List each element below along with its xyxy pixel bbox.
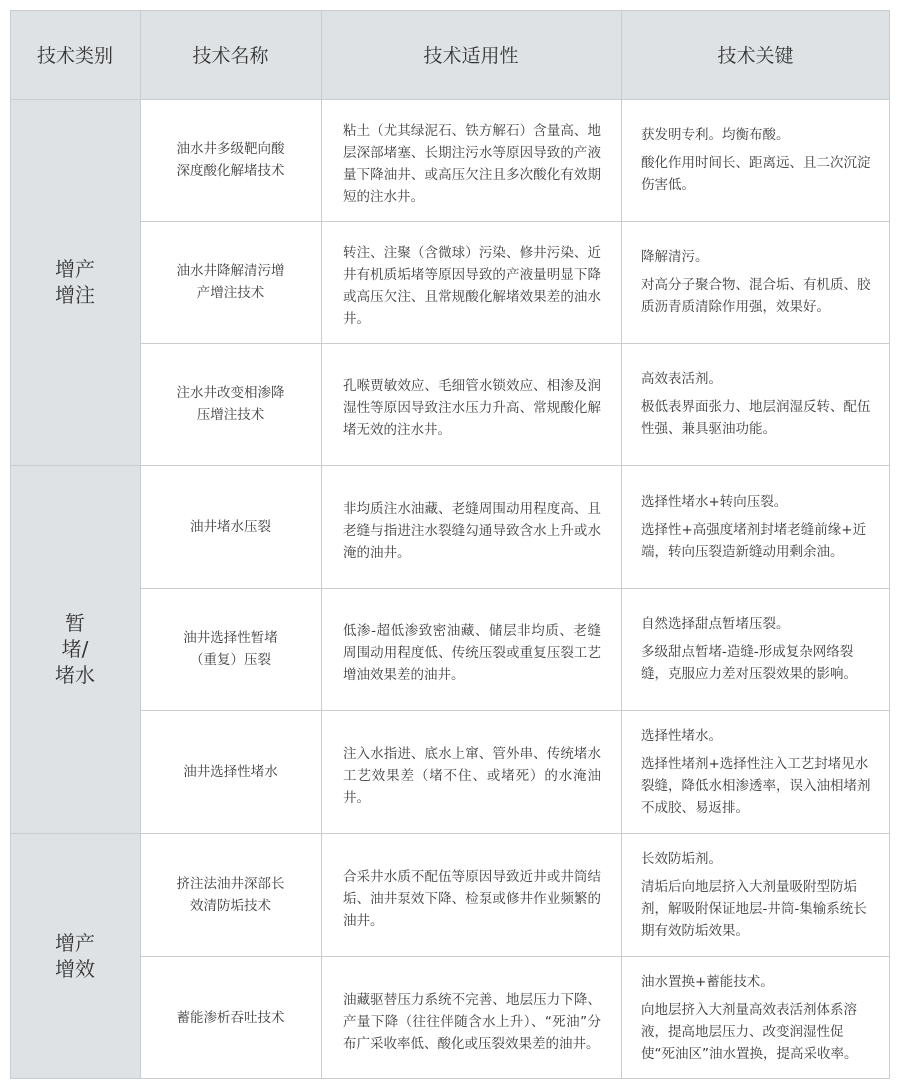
applicability-cell (321, 588, 621, 710)
key-cell (621, 956, 890, 1079)
grid-line (140, 588, 890, 589)
key-detail: 清垢后向地层挤入大剂量吸附型防垢剂，解吸附保证地层-井筒-集输系统长期有效防垢效果。 (641, 878, 867, 939)
tech-name: 油水井降解清污增产增注技术 (176, 263, 285, 301)
applicability-text: 合采井水质不配伍等原因导致近井或井筒结垢、油井泵效下降、检泵或修井作业频繁的油井。 (343, 868, 601, 929)
tech-name: 注水井改变相渗降压增注技术 (176, 385, 285, 423)
tech-name: 油井堵水压裂 (190, 518, 271, 535)
category-label: 暂堵/堵水 (55, 611, 95, 687)
tech-name: 油井选择性暂堵（重复）压裂 (183, 630, 278, 668)
tech-name: 挤注法油井深部长效清防垢技术 (176, 875, 285, 914)
key-cell (621, 99, 890, 221)
grid-line (10, 99, 890, 100)
applicability-text: 孔喉贾敏效应、毛细管水锁效应、相渗及润湿性等原因导致注水压力升高、常规酸化解堵无效的注水井。 (343, 378, 601, 438)
category-cell (10, 833, 140, 1079)
key-cell (621, 833, 890, 956)
applicability-text: 低渗-超低渗致密油藏、储层非均质、老缝周围动用程度低、传统压裂或重复压裂工艺增油效果差的油井。 (343, 623, 601, 683)
key-title: 选择性堵水+转向压裂。 (641, 493, 788, 510)
applicability-text: 粘土（尤其绿泥石、铁方解石）含量高、地层深部堵塞、长期注污水等原因导致的产液量下降油井、或高压欠注且多次酸化有效期短的注水井。 (343, 123, 601, 205)
key-cell (621, 465, 890, 588)
applicability-cell (321, 956, 621, 1079)
category-cell (10, 465, 140, 833)
header-name (140, 10, 321, 99)
category-label: 增产增注 (55, 257, 95, 307)
key-title: 长效防垢剂。 (641, 850, 722, 867)
key-detail: 选择性+高强度堵剂封堵老缝前缘+近端，转向压裂造新缝动用剩余油。 (641, 521, 867, 560)
key-detail: 极低表界面张力、地层润湿反转、配伍性强、兼具驱油功能。 (641, 399, 871, 437)
tech-name: 油井选择性堵水 (183, 763, 278, 780)
key-cell (621, 343, 890, 465)
grid-line (140, 343, 890, 344)
grid-line (140, 956, 890, 957)
tech-name: 油水井多级靶向酸深度酸化解堵技术 (176, 141, 285, 179)
key-title: 获发明专利。均衡布酸。 (641, 127, 790, 143)
key-detail: 酸化作用时间长、距离远、且二次沉淀伤害低。 (641, 155, 871, 193)
grid-line (10, 833, 890, 834)
grid-line (140, 710, 890, 711)
key-title: 降解清污。 (641, 249, 709, 265)
grid-line (140, 221, 890, 222)
header-applicability (321, 10, 621, 99)
grid-line (140, 10, 141, 1079)
header-key (621, 10, 890, 99)
tech-name-cell (140, 588, 321, 710)
applicability-text: 注入水指进、底水上窜、管外串、传统堵水工艺效果差（堵不住、或堵死）的水淹油井。 (343, 745, 601, 806)
applicability-cell (321, 99, 621, 221)
tech-name-cell (140, 710, 321, 833)
grid-line (10, 10, 890, 11)
applicability-text: 油藏驱替压力系统不完善、地层压力下降、产量下降（往往伴随含水上升）、“死油”分布广采收率低、酸化或压裂效果差的油井。 (343, 991, 601, 1052)
key-cell (621, 588, 890, 710)
key-title: 高效表活剂。 (641, 371, 722, 387)
applicability-cell (321, 833, 621, 956)
category-cell (10, 99, 140, 465)
tech-name: 蓄能渗析吞吐技术 (176, 1009, 285, 1026)
header-category (10, 10, 140, 99)
key-title: 选择性堵水。 (641, 727, 722, 744)
applicability-text: 转注、注聚（含微球）污染、修井污染、近井有机质垢堵等原因导致的产液量明显下降或高压欠注、且常规酸化解堵效果差的油水井。 (343, 245, 601, 327)
tech-name-cell (140, 833, 321, 956)
category-label: 增产增效 (55, 931, 95, 981)
applicability-cell (321, 465, 621, 588)
header-key-label: 技术关键 (717, 45, 794, 67)
key-detail: 选择性堵剂+选择性注入工艺封堵见水裂缝，降低水相渗透率，误入油相堵剂不成胶、易返排。 (641, 755, 871, 816)
grid-line (10, 465, 890, 466)
applicability-cell (321, 221, 621, 343)
grid-line (621, 10, 622, 1079)
tech-name-cell (140, 465, 321, 588)
grid-line (321, 10, 322, 1079)
grid-line (10, 1078, 890, 1079)
header-applicability-label: 技术适用性 (423, 45, 519, 67)
tech-name-cell (140, 343, 321, 465)
applicability-cell (321, 343, 621, 465)
tech-name-cell (140, 956, 321, 1079)
header-category-label: 技术类别 (36, 45, 113, 67)
tech-name-cell (140, 221, 321, 343)
key-detail: 对高分子聚合物、混合垢、有机质、胶质沥青质清除作用强，效果好。 (641, 277, 871, 315)
key-title: 油水置换+蓄能技术。 (641, 973, 774, 990)
grid-line (889, 10, 890, 1079)
applicability-text: 非均质注水油藏、老缝周围动用程度高、且老缝与指进注水裂缝勾通导致含水上升或水淹的油井。 (343, 500, 601, 561)
grid-line (10, 10, 11, 1079)
tech-name-cell (140, 99, 321, 221)
key-detail: 多级甜点暂堵-造缝-形成复杂网络裂缝，克服应力差对压裂效果的影响。 (641, 644, 857, 682)
header-name-label: 技术名称 (192, 45, 269, 67)
applicability-cell (321, 710, 621, 833)
key-cell (621, 710, 890, 833)
key-title: 自然选择甜点暂堵压裂。 (641, 616, 790, 632)
key-cell (621, 221, 890, 343)
technology-table (10, 10, 890, 1079)
key-detail: 向地层挤入大剂量高效表活剂体系溶液，提高地层压力、改变润湿性促使“死油区”油水置换，提高采收率。 (641, 1001, 858, 1062)
